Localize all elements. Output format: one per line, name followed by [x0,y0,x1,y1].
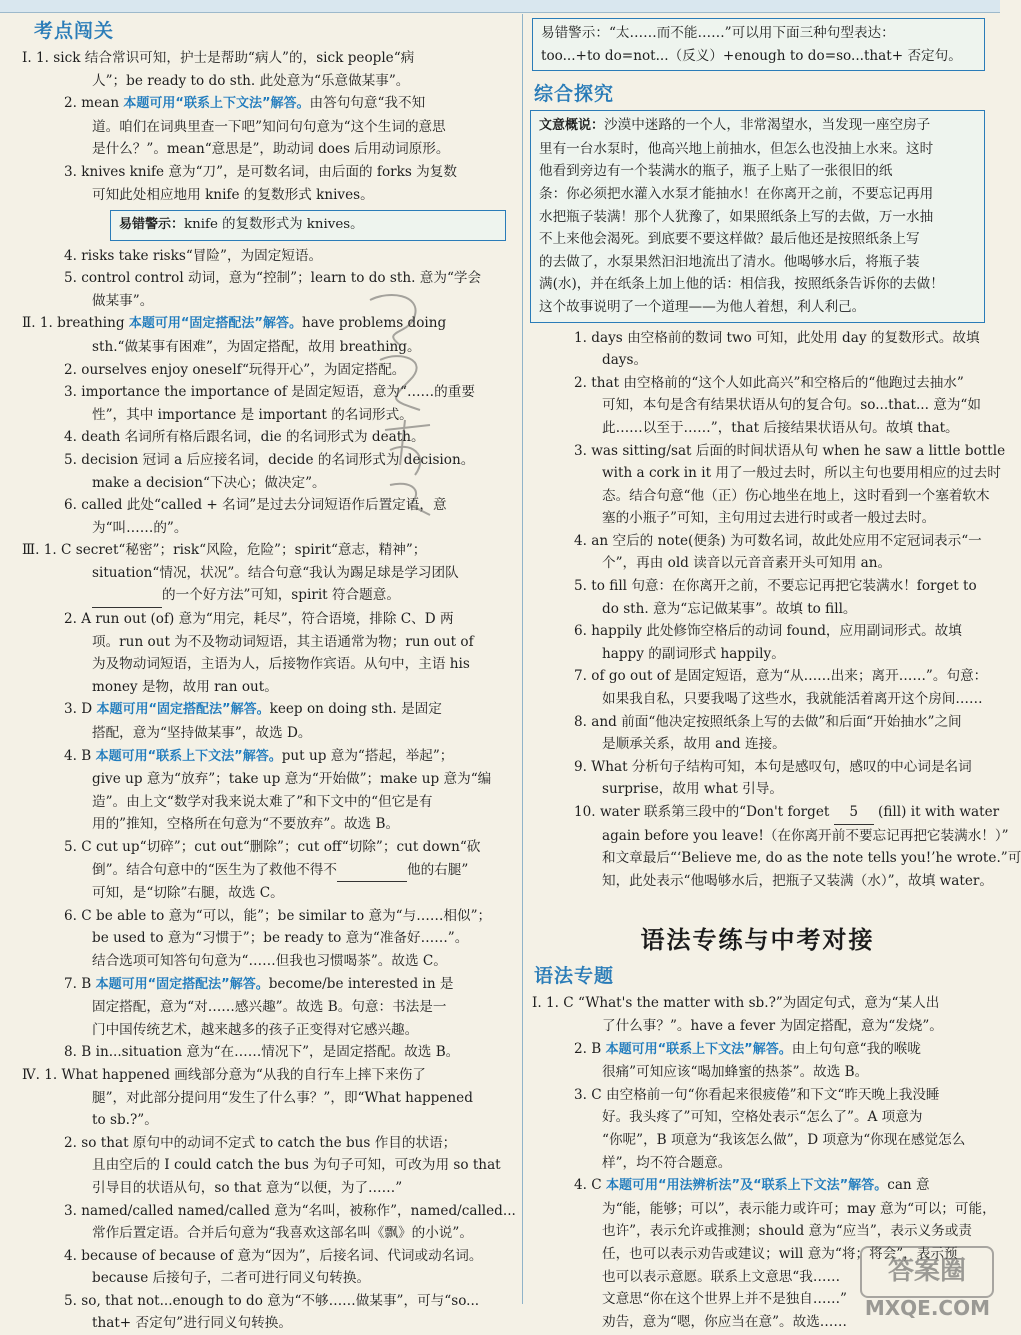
left-answer-line: 5. decision 冠词 a 后应接名词，decide 的名词形式为 decision。 [64,451,475,468]
left-answer-line: make a decision“下决心；做决定”。 [92,474,326,491]
left-answer-line: 2. mean 本题可用“联系上下文法”解答。由答句句意“我不知 [64,95,426,112]
grammar-answer-line: 文意思“你在这个世界上并不是独自……” [602,1291,847,1308]
right-answer-line: 4. an 空后的 note(便条) 为可数名词，故此处应用不定冠词表示“一 [574,532,982,549]
left-answer-line: 4. because of because of 意为“因为”，后接名词、代词或动名词。 [64,1247,483,1264]
left-answer-line: 2. so that 原句中的动词不定式 to catch the bus 作目的状语； [64,1134,457,1151]
left-answer-line: 做某事”。 [92,292,154,309]
right-answer-line: 知，此处表示“他喝够水后，把瓶子又装满（水）”，故填 water。 [602,872,994,889]
warning-label: 易错警示： [119,217,185,233]
right-answer-line: 态。结合句意“他（正）伤心地坐在地上，这时看到一个塞着软木 [602,487,990,504]
left-answer-line: to sb.?”。 [92,1112,158,1129]
grammar-answer-line: 样”，均不符合题意。 [602,1154,732,1171]
right-answer-list [530,327,1021,893]
left-column [20,14,520,1335]
left-answer-line: 4. B 本题可用“联系上下文法”解答。put up 意为“搭起，举起”； [64,747,454,764]
left-answer-line: situation“情况，状况”。结合句意“我认为踢足球是学习团队 [92,564,459,581]
left-answer-line: 4. death 名词所有格后跟名词，die 的名词形式为 death。 [64,429,425,446]
right-column [530,14,1021,1333]
left-answer-line: 人”；be ready to do sth. 此处意为“乐意做某事”。 [92,72,410,89]
left-answer-line: Ⅲ. 1. C secret“秘密”；risk“风险，危险”；spirit“意志，精神”； [22,542,427,559]
left-answer-line: 7. B 本题可用“固定搭配法”解答。become/be interested in 是 [64,975,454,992]
left-answer-line: 的一个好方法”可知，spirit 符合题意。 [20,584,520,608]
right-answer-line: 如果我自私，只要我喝了这些水，我就能活着离开这个房间…… [602,691,983,708]
left-answer-line: sth.“做某事有困难”，为固定搭配，故用 breathing。 [92,338,421,355]
left-answer-list [20,47,520,1335]
left-answer-line: 搭配，意为“坚持做某事”，故选 D。 [92,725,312,742]
summary-line: 水把瓶子装满！那个人犹豫了，如果照纸条上写的去做，万一水抽 [539,208,934,225]
left-answer-line: 2. A run out (of) 意为“用完，耗尽”，符合语境，排除 C、D 两 [64,611,454,628]
right-answer-line: 此……以至于……”，that 后接结果状语从句。故填 that。 [602,419,959,436]
left-answer-line: 8. B in...situation 意为“在……情况下”，是固定搭配。故选 B。 [64,1044,460,1061]
summary-line: 满(水)，并在纸条上加上他的话：相信我，按照纸条告诉你的去做！ [539,276,944,293]
warning-line-1: 易错警示：“太……而不能……”可以用下面三种句型表达： [541,25,895,41]
grammar-answer-line: 了什么事？”。have a fever 为固定搭配，意为“发烧”。 [602,1017,943,1034]
right-answer-line: 9. What 分析句子结构可知，本句是感叹句，感叹的中心词是名词 [574,758,972,775]
method-hint: 本题可用“固定搭配法”解答。 [128,316,302,332]
method-hint: 本题可用“联系上下文法”解答。 [95,748,282,764]
right-answer-line: surprise，故用 what 引导。 [602,781,783,798]
grammar-answer-line: Ⅰ. 1. C “What's the matter with sb.?”为固定句式，意为“某人出 [532,995,940,1012]
left-answer-line: money 是物，故用 ran out。 [92,678,278,695]
left-answer-line: 5. control control 动词，意为“控制”；learn to do sth. 意为“学会 [64,270,482,287]
fill-blank [337,859,407,883]
blank-number: 5 [834,801,874,825]
left-answer-line: 用的”推知，空格所在句意为“不要放弃”。故选 B。 [92,816,400,833]
left-answer-line: give up 意为“放弃”；take up 意为“开始做”；make up 意为“编 [92,771,492,788]
left-answer-line: Ⅱ. 1. breathing 本题可用“固定搭配法”解答。have problems doing [22,315,447,332]
summary-label: 文意概说： [539,118,605,134]
warning-line-2: too...+to do=not...（反义）+enough to do=so...that+ 否定句。 [541,47,962,64]
left-answer-line: 6. C be able to 意为“可以，能”；be similar to 意为“与……相似”； [64,907,492,924]
grammar-subtitle: 语法专题 [534,965,615,988]
left-answer-line: 4. risks take risks“冒险”，为固定短语。 [64,247,323,264]
right-answer-line: 8. and 前面“他决定按照纸条上写的去做”和后面“开始抽水”之间 [574,713,962,730]
left-answer-line: 性”，其中 importance 是 important 的名词形式。 [92,406,413,423]
left-answer-line: 且由空后的 I could catch the bus 为句子可知，可改为用 so that [92,1157,501,1174]
left-answer-line: 5. so, that not...enough to do 意为“不够……做某事”，可与“so... [64,1292,480,1309]
right-answer-line: do sth. 意为“忘记做某事”。故填 to fill。 [602,600,857,617]
right-answer-line: again before you leave!（在你离开前不要忘记再把它装满水！）” [602,827,1009,844]
right-answer-line: 2. that 由空格前的“这个人如此高兴”和空格后的“他跑过去抽水” [574,374,964,391]
grammar-answer-line: 2. B 本题可用“联系上下文法”解答。由上句句意“我的喉咙 [574,1040,921,1057]
summary-line: 文意概说：沙漠中迷路的一个人，非常渴望水，当发现一座空房子 [539,117,931,134]
section-title-kaodian: 考点闯关 [34,20,115,42]
summary-line: 不上来他会渴死。到底要不要这样做？最后他还是按照纸条上写 [539,231,920,248]
grammar-answer-line: 4. C 本题可用“用法辨析法”及“联系上下文法”解答。can 意 [574,1177,930,1194]
column-divider [522,14,523,1304]
summary-box [530,110,985,322]
right-answer-line: 3. was sitting/sat 后面的时间状语从句 when he saw a little bottle [574,442,1006,459]
summary-line: 这个故事说明了一个道理——为他人着想，利人利己。 [539,298,866,315]
left-answer-line: 造”。由上文“数学对我来说太难了”和下文中的“但它是有 [92,793,433,810]
grammar-answer-line: 也许”，表示允许或推测；should 意为“应当”，表示义务或责 [602,1223,972,1240]
right-answer-line: 个”，再由 old 读音以元音音素开头可知用 an。 [602,555,892,572]
left-answer-line: 为及物动词短语，主语为人，后接物作宾语。从句中，主语 his [92,656,470,673]
right-answer-line: 可知，本句是含有结果状语从句的复合句。so...that... 意为“如 [602,397,981,414]
right-answer-line: with a cork in it 用了一般过去时，所以主句也要用相应的过去时 [602,465,1001,482]
left-answer-line: 是什么？”。mean“意思是”，助动词 does 后用动词原形。 [92,141,450,158]
left-answer-line: 6. called 此处“called + 名词”是过去分词短语作后置定语，意 [64,497,447,514]
left-answer-line: 项。run out 为不及物动词短语，其主语通常为物；run out of [92,633,474,650]
error-warning-inline-box [110,210,506,240]
summary-line: 的去做了，水泵果然汩汩地流出了清水。他喝够水后，将瓶子装 [539,253,920,270]
left-answer-line: be used to 意为“习惯于”；be ready to 意为“准备好……”。 [92,930,469,947]
left-answer-line: 5. C cut up“切碎”；cut out“删除”；cut off“切除”；cut down“砍 [64,839,481,855]
warning-text: knife 的复数形式为 knives。 [184,217,364,233]
grammar-answer-line: 很痛”可知应该“喝加蜂蜜的热茶”。故选 B。 [602,1064,869,1081]
left-answer-line: 2. ourselves enjoy oneself“玩得开心”，为固定搭配。 [64,361,406,378]
left-answer-line: that+ 否定句”进行同义句转换。 [92,1315,292,1332]
left-answer-line: 常作后置定语。合并后句意为“我喜欢这部名叫《飘》的小说”。 [92,1225,473,1242]
summary-line: 他看到旁边有一个装满水的瓶子，瓶子上贴了一张很旧的纸 [539,163,893,180]
left-answer-line: 腿”，对此部分提问用“发生了什么事？”，即“What happened [92,1089,473,1106]
left-answer-line: 固定搭配，意为“对……感兴趣”。故选 B。句意：书法是一 [92,999,447,1016]
left-answer-line: because 后接句子，二者可进行同义句转换。 [92,1270,371,1287]
left-answer-line: 3. D 本题可用“固定搭配法”解答。keep on doing sth. 是固定 [64,701,442,718]
right-answer-line: 塞的小瓶子”可知，主句用过去进行时或者一般过去时。 [602,510,936,527]
right-answer-line: 7. of go out of 是固定短语，意为“从……出来；离开……”。句意： [574,668,988,685]
right-answer-line: 6. happily 此处修饰空格后的动词 found，应用副词形式。故填 [574,623,962,640]
grammar-answer-line: 也可以表示意愿。联系上文意思“我…… [602,1268,841,1285]
top-header-strip [0,0,1000,13]
left-answer-line: 道。咱们在词典里查一下吧”知问句句意为“这个生词的意思 [92,118,446,135]
right-answer-line: 10. water 联系第三段中的“Don't forget 5 (fill) it with water [530,801,985,825]
watermark-logo: 答案圈 [860,1246,994,1298]
right-answer-line: days。 [602,352,648,369]
grammar-answer-line: 为“能，能够；可以”，表示能力或许可；may 意为“可以；可能， [602,1200,996,1217]
left-answer-line: 3. importance the importance of 是固定短语，意为“……的重要 [64,384,475,401]
grammar-answer-line: 好。我头疼了”可知，空格处表示“怎么了”。A 项意为 [602,1109,923,1126]
section-title-zonghe: 综合探究 [534,83,615,106]
left-answer-line: 3. knives knife 意为“刀”，是可数名词，由后面的 forks 为复数 [64,163,457,180]
right-answer-line: happy 的副词形式 happily。 [602,645,785,662]
method-hint: 本题可用“固定搭配法”解答。 [95,976,269,992]
left-answer-line: 3. named/called named/called 意为“名叫，被称作”，named/called... [64,1202,516,1219]
left-answer-line: 倒”。结合句意中的“医生为了救他不得不 他的右腿” [20,859,520,883]
grammar-section-title: 语法专练与中考对接 [640,926,875,955]
right-answer-line: 1. days 由空格前的数词 two 可知，此处用 day 的复数形式。故填 [574,329,980,346]
left-answer-line: 可知此处相应地用 knife 的复数形式 knives。 [92,186,374,203]
left-answer-line: 门中国传统艺术，越来越多的孩子正变得对它感兴趣。 [92,1021,419,1038]
grammar-answer-line: 任，也可以表示劝告或建议；will 意为“将；将会”，表示预 [602,1245,958,1262]
left-answer-line: 可知，是“切除”右腿，故选 C。 [92,885,284,902]
summary-line: 条：你必须把水灌入水泵才能抽水！在你离开之前，不要忘记再用 [539,185,934,202]
right-answer-line: 5. to fill 句意：在你离开之前，不要忘记再把它装满水！forget to [574,578,977,595]
left-answer-line: 结合选项可知答句句意为“……但我也习惯喝茶”。故选 C。 [92,952,447,969]
watermark-url: MXQE.COM [864,1296,990,1320]
handwritten-pencil-marks [360,290,460,520]
left-answer-line: 为“叫……的”。 [92,519,188,536]
summary-line: 里有一台水泵时，他高兴地上前抽水，但怎么也没抽上水来。这时 [539,140,934,157]
grammar-answer-line: “你呢”，B 项意为“我该怎么做”，D 项意为“你现在感觉怎么 [602,1131,966,1148]
right-answer-line: 和文章最后“‘Believe me, do as the note tells you!’he wrote.”可 [602,850,1021,867]
left-answer-line: Ⅰ. 1. sick 结合常识可知，护士是帮助“病人”的，sick people“病 [22,50,415,66]
left-answer-line: Ⅳ. 1. What happened 画线部分意为“从我的自行车上摔下来伤了 [22,1066,426,1083]
fill-blank [92,584,162,608]
method-hint: 本题可用“联系上下文法”解答。 [605,1041,792,1057]
method-hint: 本题可用“固定搭配法”解答。 [96,702,270,718]
method-hint: 本题可用“联系上下文法”解答。 [123,96,310,112]
left-answer-line: 引导目的状语从句，so that 意为“以便，为了……” [92,1179,403,1196]
right-answer-line: 是顺承关系，故用 and 连接。 [602,736,786,753]
grammar-answer-line: 劝告，意为“嗯，你应当在意”。故选…… [602,1313,847,1330]
grammar-answer-line: 3. C 由空格前一句“你看起来很疲倦”和下文“昨天晚上我没睡 [574,1086,940,1103]
error-warning-box [532,18,985,71]
method-hint: 本题可用“用法辨析法”及“联系上下文法”解答。 [606,1178,888,1194]
